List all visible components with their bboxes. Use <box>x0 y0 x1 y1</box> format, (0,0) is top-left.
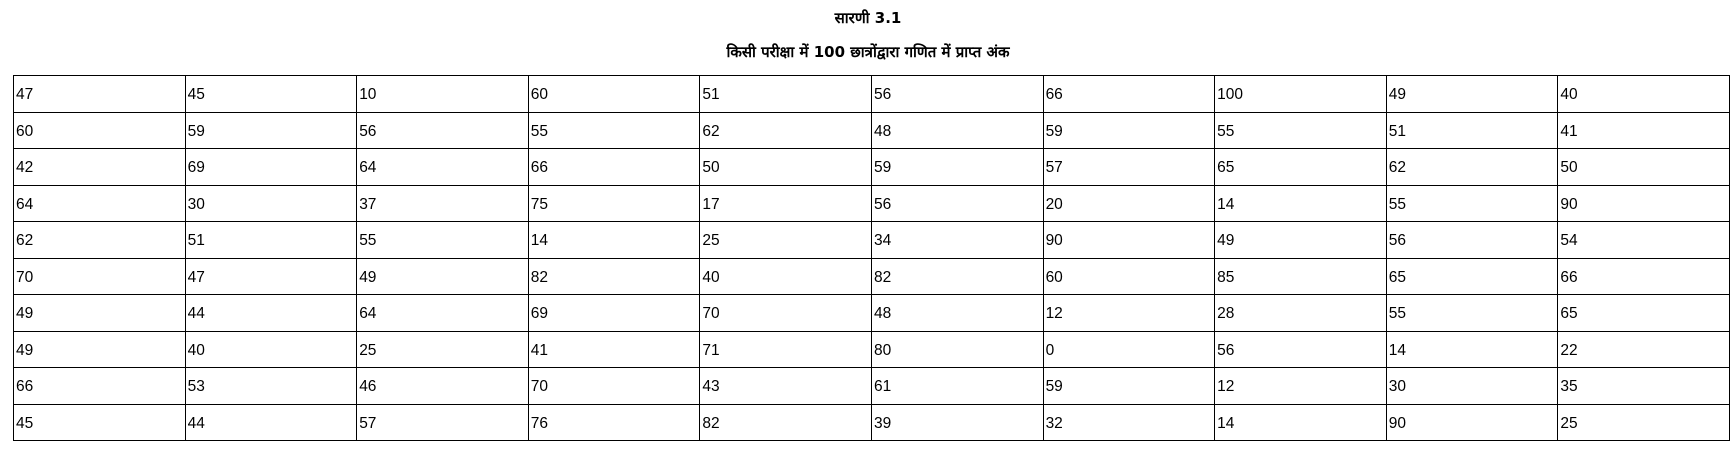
table-cell: 90 <box>1386 404 1558 441</box>
table-cell: 66 <box>1558 258 1730 295</box>
table-row <box>14 258 1730 295</box>
table-cell: 82 <box>528 258 700 295</box>
table-cell: 55 <box>528 112 700 149</box>
table-cell: 37 <box>357 185 529 222</box>
table-cell: 0 <box>1043 331 1215 368</box>
table-cell: 54 <box>1558 222 1730 259</box>
table-cell: 82 <box>871 258 1043 295</box>
table-cell: 85 <box>1215 258 1387 295</box>
table-cell: 80 <box>871 331 1043 368</box>
table-cell: 14 <box>1386 331 1558 368</box>
marks-table-body <box>14 76 1730 441</box>
table-cell: 55 <box>357 222 529 259</box>
table-cell: 45 <box>185 76 357 113</box>
table-cell: 64 <box>357 295 529 332</box>
table-cell: 34 <box>871 222 1043 259</box>
table-row <box>14 222 1730 259</box>
table-cell: 17 <box>700 185 872 222</box>
table-cell: 69 <box>528 295 700 332</box>
table-cell: 40 <box>185 331 357 368</box>
table-cell: 49 <box>1386 76 1558 113</box>
table-cell: 14 <box>1215 185 1387 222</box>
table-cell: 20 <box>1043 185 1215 222</box>
table-cell: 57 <box>357 404 529 441</box>
table-cell: 30 <box>1386 368 1558 405</box>
table-cell: 66 <box>14 368 186 405</box>
table-cell: 49 <box>14 331 186 368</box>
table-cell: 56 <box>357 112 529 149</box>
table-cell: 53 <box>185 368 357 405</box>
table-cell: 41 <box>1558 112 1730 149</box>
table-cell: 59 <box>185 112 357 149</box>
table-cell: 61 <box>871 368 1043 405</box>
table-cell: 43 <box>700 368 872 405</box>
table-cell: 48 <box>871 112 1043 149</box>
table-cell: 46 <box>357 368 529 405</box>
table-cell: 39 <box>871 404 1043 441</box>
table-cell: 90 <box>1043 222 1215 259</box>
table-cell: 75 <box>528 185 700 222</box>
table-cell: 51 <box>700 76 872 113</box>
table-cell: 25 <box>1558 404 1730 441</box>
table-cell: 69 <box>185 149 357 186</box>
table-row <box>14 149 1730 186</box>
table-cell: 28 <box>1215 295 1387 332</box>
table-cell: 64 <box>14 185 186 222</box>
table-cell: 47 <box>14 76 186 113</box>
table-cell: 56 <box>1215 331 1387 368</box>
table-cell: 50 <box>700 149 872 186</box>
marks-table <box>13 75 1730 441</box>
table-cell: 82 <box>700 404 872 441</box>
table-cell: 56 <box>871 185 1043 222</box>
table-cell: 59 <box>1043 112 1215 149</box>
table-cell: 66 <box>1043 76 1215 113</box>
table-row <box>14 404 1730 441</box>
table-cell: 57 <box>1043 149 1215 186</box>
table-cell: 100 <box>1215 76 1387 113</box>
table-cell: 60 <box>528 76 700 113</box>
table-cell: 25 <box>700 222 872 259</box>
table-row <box>14 76 1730 113</box>
table-cell: 60 <box>1043 258 1215 295</box>
table-cell: 14 <box>528 222 700 259</box>
table-number: सारणी 3.1 <box>834 9 902 27</box>
table-cell: 45 <box>14 404 186 441</box>
table-cell: 56 <box>1386 222 1558 259</box>
table-cell: 65 <box>1558 295 1730 332</box>
table-cell: 65 <box>1215 149 1387 186</box>
table-cell: 12 <box>1215 368 1387 405</box>
table-cell: 49 <box>14 295 186 332</box>
table-cell: 10 <box>357 76 529 113</box>
table-cell: 70 <box>14 258 186 295</box>
table-cell: 62 <box>14 222 186 259</box>
table-cell: 44 <box>185 295 357 332</box>
table-cell: 55 <box>1215 112 1387 149</box>
table-cell: 25 <box>357 331 529 368</box>
table-cell: 47 <box>185 258 357 295</box>
table-cell: 62 <box>1386 149 1558 186</box>
table-cell: 76 <box>528 404 700 441</box>
table-cell: 49 <box>1215 222 1387 259</box>
table-cell: 60 <box>14 112 186 149</box>
table-cell: 12 <box>1043 295 1215 332</box>
table-cell: 49 <box>357 258 529 295</box>
table-cell: 64 <box>357 149 529 186</box>
table-row <box>14 295 1730 332</box>
table-cell: 40 <box>1558 76 1730 113</box>
table-cell: 35 <box>1558 368 1730 405</box>
table-cell: 56 <box>871 76 1043 113</box>
table-row <box>14 368 1730 405</box>
table-cell: 55 <box>1386 295 1558 332</box>
table-cell: 22 <box>1558 331 1730 368</box>
table-cell: 59 <box>1043 368 1215 405</box>
table-cell: 30 <box>185 185 357 222</box>
table-cell: 40 <box>700 258 872 295</box>
table-cell: 50 <box>1558 149 1730 186</box>
table-row <box>14 112 1730 149</box>
table-cell: 66 <box>528 149 700 186</box>
table-cell: 41 <box>528 331 700 368</box>
table-cell: 51 <box>1386 112 1558 149</box>
table-cell: 55 <box>1386 185 1558 222</box>
table-cell: 70 <box>700 295 872 332</box>
table-cell: 14 <box>1215 404 1387 441</box>
table-row <box>14 331 1730 368</box>
table-cell: 51 <box>185 222 357 259</box>
table-cell: 48 <box>871 295 1043 332</box>
table-cell: 70 <box>528 368 700 405</box>
table-cell: 90 <box>1558 185 1730 222</box>
table-cell: 59 <box>871 149 1043 186</box>
table-cell: 65 <box>1386 258 1558 295</box>
table-cell: 42 <box>14 149 186 186</box>
table-cell: 62 <box>700 112 872 149</box>
table-title: किसी परीक्षा में 100 छात्रोंद्वारा गणित में प्राप्त अंक <box>726 43 1010 61</box>
table-row <box>14 185 1730 222</box>
table-cell: 71 <box>700 331 872 368</box>
table-cell: 44 <box>185 404 357 441</box>
table-cell: 32 <box>1043 404 1215 441</box>
